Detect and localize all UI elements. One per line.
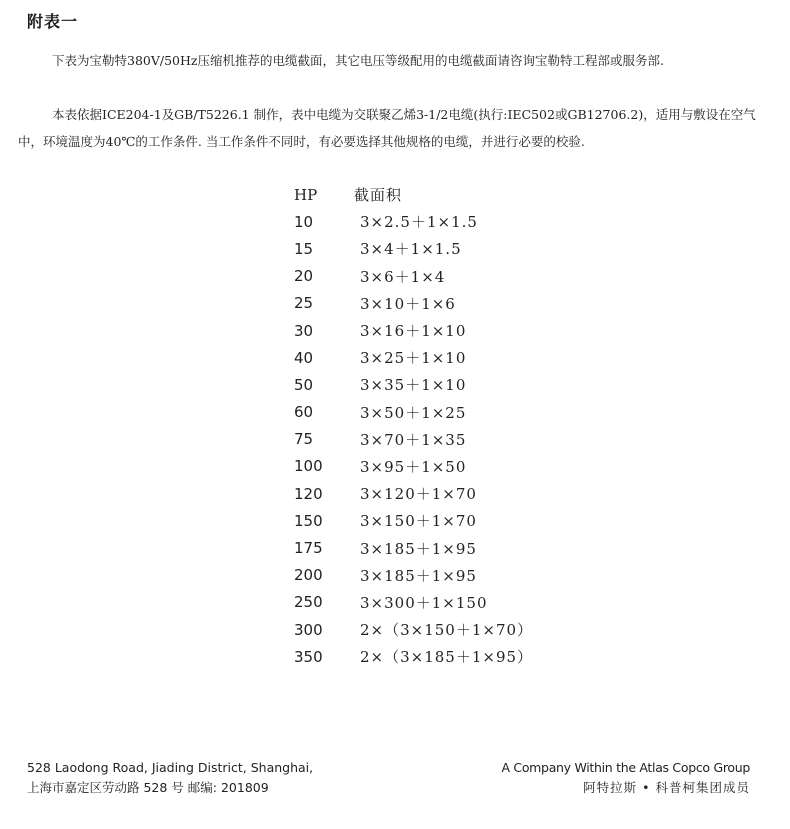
hp-cell: 30 xyxy=(294,321,314,340)
table-row xyxy=(294,616,533,643)
hp-cell: 100 xyxy=(294,457,323,476)
hp-cell: 60 xyxy=(294,403,314,422)
header-hp: HP xyxy=(294,185,318,204)
address-english: 528 Laodong Road, Jiading District, Shanghai, xyxy=(27,760,314,775)
hp-cell: 300 xyxy=(294,620,323,639)
table-row xyxy=(294,562,533,589)
table-row xyxy=(294,290,533,317)
table-row xyxy=(294,371,533,398)
page-title: 附表一 xyxy=(27,12,79,31)
cross-section-cell: 3×95＋1×50 xyxy=(360,457,467,476)
cross-section-cell: 3×70＋1×35 xyxy=(360,430,467,449)
hp-cell: 50 xyxy=(294,375,314,394)
hp-cell: 120 xyxy=(294,484,323,503)
cross-section-cell: 3×50＋1×25 xyxy=(360,403,467,422)
table-row xyxy=(294,263,533,290)
table-row xyxy=(294,399,533,426)
hp-cell: 10 xyxy=(294,212,314,231)
cross-section-cell: 3×120＋1×70 xyxy=(360,485,477,504)
company-chinese: 阿特拉斯 • 科普柯集团成员 xyxy=(583,780,750,795)
cross-section-cell: 3×2.5＋1×1.5 xyxy=(360,213,478,232)
hp-cell: 20 xyxy=(294,267,314,286)
table-row xyxy=(294,589,533,616)
cross-section-cell: 3×35＋1×10 xyxy=(360,376,467,395)
cross-section-cell: 2×（3×185＋1×95） xyxy=(360,648,534,667)
table-row xyxy=(294,344,533,371)
table-row xyxy=(294,507,533,534)
cross-section-cell: 3×10＋1×6 xyxy=(360,294,456,313)
cross-section-cell: 3×185＋1×95 xyxy=(360,566,477,585)
table-row xyxy=(294,235,533,262)
hp-cell: 40 xyxy=(294,348,314,367)
hp-cell: 15 xyxy=(294,239,314,258)
standard-paragraph: 本表依据ICE204-1及GB/T5226.1 制作，表中电缆为交联聚乙烯3-1/2电缆(执行:IEC502或GB12706.2)，适用与敷设在空气中，环境温度为40℃的工作条件. 当工作条件不同时，有必要选择其他规格的电缆，并进行必要的校验. xyxy=(18,107,756,149)
cross-section-cell: 3×6＋1×4 xyxy=(360,267,446,286)
company-english: A Company Within the Atlas Copco Group xyxy=(501,760,750,775)
table-row xyxy=(294,453,533,480)
table-row xyxy=(294,208,533,235)
table-row xyxy=(294,426,533,453)
table-header-row xyxy=(294,181,533,208)
hp-cell: 250 xyxy=(294,593,323,612)
hp-cell: 200 xyxy=(294,566,323,585)
cross-section-cell: 3×185＋1×95 xyxy=(360,539,477,558)
hp-cell: 150 xyxy=(294,511,323,530)
hp-cell: 25 xyxy=(294,294,314,313)
table-row xyxy=(294,480,533,507)
hp-cell: 175 xyxy=(294,539,323,558)
intro-paragraph: 下表为宝勒特380V/50Hz压缩机推荐的电缆截面，其它电压等级配用的电缆截面请咨询宝勒特工程部或服务部. xyxy=(52,53,664,68)
hp-cell: 75 xyxy=(294,430,314,449)
cross-section-cell: 3×16＋1×10 xyxy=(360,322,467,341)
header-cross-section: 截面积 xyxy=(354,186,403,205)
footer-company xyxy=(501,758,750,798)
cross-section-cell: 3×25＋1×10 xyxy=(360,349,467,368)
table-row xyxy=(294,643,533,670)
hp-cell: 350 xyxy=(294,647,323,666)
cable-section-table xyxy=(294,181,533,670)
address-chinese: 上海市嘉定区劳动路 528 号 邮编: 201809 xyxy=(27,780,269,795)
cross-section-cell: 3×150＋1×70 xyxy=(360,512,477,531)
cross-section-cell: 3×300＋1×150 xyxy=(360,593,488,612)
cross-section-cell: 3×4＋1×1.5 xyxy=(360,240,462,259)
table-row xyxy=(294,317,533,344)
table-row xyxy=(294,534,533,561)
footer-address xyxy=(27,758,313,798)
cross-section-cell: 2×（3×150＋1×70） xyxy=(360,621,534,640)
